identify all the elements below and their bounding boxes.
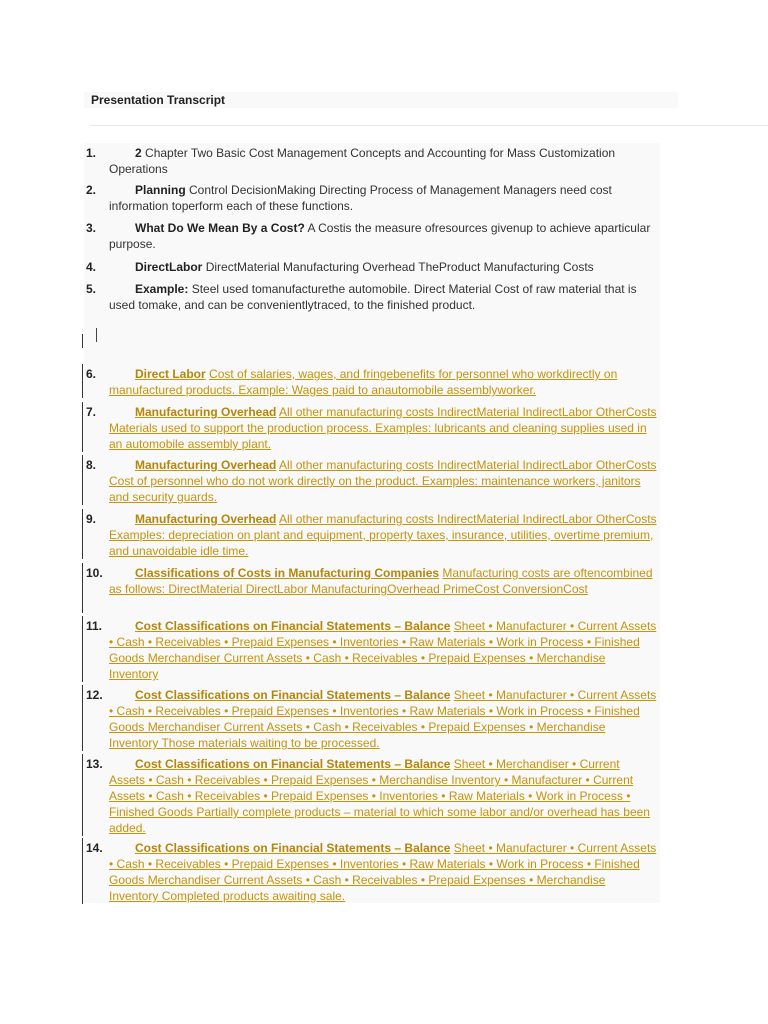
list-item bbox=[86, 220, 662, 252]
item-body: Chapter Two Basic Cost Management Concepts and Accounting for Mass Customization Operations bbox=[109, 146, 616, 176]
divider bbox=[90, 125, 768, 126]
item-number: 7. bbox=[86, 405, 97, 419]
item-body: Control DecisionMaking Directing Process of Management Managers need cost information toperform each of these functions. bbox=[109, 183, 612, 213]
list-item-link[interactable] bbox=[86, 511, 662, 559]
item-heading[interactable]: Cost Classifications on Financial Statements – Balance bbox=[135, 688, 451, 702]
list-item-link[interactable] bbox=[86, 366, 662, 398]
item-number: 12. bbox=[86, 688, 103, 702]
item-body[interactable]: Sheet • Merchandiser • Current Assets • Cash • Receivables • Prepaid Expenses • Merchandise Inventory • Manufacturer • Current Assets • Cash • Receivables • Prepaid Expenses • Inventories • Raw Materials • Work in Process • Finished Goods Partially complete products – material to which some labor and/or overhead has been added. bbox=[109, 757, 650, 835]
item-heading[interactable]: Manufacturing Overhead bbox=[135, 458, 277, 472]
change-bar bbox=[82, 838, 83, 904]
item-number: 1. bbox=[86, 146, 97, 160]
item-number: 4. bbox=[86, 260, 97, 274]
change-bar bbox=[82, 754, 83, 836]
item-number: 11. bbox=[86, 619, 103, 633]
item-heading[interactable]: Manufacturing Overhead bbox=[135, 512, 277, 526]
item-heading: Example: bbox=[135, 282, 189, 296]
list-item bbox=[86, 145, 662, 177]
list-item-link[interactable] bbox=[86, 756, 662, 836]
item-body: A Costis the measure ofresources givenup to achieve aparticular purpose. bbox=[109, 221, 651, 251]
change-bar bbox=[82, 402, 83, 452]
item-heading[interactable]: Cost Classifications on Financial Statements – Balance bbox=[135, 757, 451, 771]
item-heading[interactable]: Classifications of Costs in Manufacturing Companies bbox=[135, 566, 440, 580]
item-body: DirectMaterial Manufacturing Overhead TheProduct Manufacturing Costs bbox=[205, 260, 594, 274]
item-number: 2. bbox=[86, 183, 97, 197]
item-number: 8. bbox=[86, 458, 97, 472]
change-bar bbox=[82, 509, 83, 559]
list-item-link[interactable] bbox=[86, 404, 662, 452]
item-body[interactable]: All other manufacturing costs IndirectMaterial IndirectLabor OtherCosts Cost of personnel who do not work directly on the product. Examples: maintenance workers, janitors and security guards. bbox=[109, 458, 657, 504]
item-number: 3. bbox=[86, 221, 97, 235]
item-body[interactable]: All other manufacturing costs IndirectMaterial IndirectLabor OtherCosts Materials used to support the production process. Examples: lubricants and cleaning supplies used in an automobile assembly plant. bbox=[109, 405, 657, 451]
item-number: 9. bbox=[86, 512, 97, 526]
item-body[interactable]: Sheet • Manufacturer • Current Assets • Cash • Receivables • Prepaid Expenses • Inventories • Raw Materials • Work in Process • Finished Goods Merchandiser Current Assets • Cash • Receivables • Prepaid Expenses • Merchandise Inventory bbox=[109, 619, 657, 681]
item-number: 13. bbox=[86, 757, 103, 771]
list-item bbox=[86, 259, 662, 275]
item-number: 10. bbox=[86, 566, 103, 580]
item-body[interactable]: All other manufacturing costs IndirectMaterial IndirectLabor OtherCosts Examples: depreciation on plant and equipment, property taxes, insurance, utilities, overtime premium, and unavoidable idle time. bbox=[109, 512, 657, 558]
item-body[interactable]: Manufacturing costs are oftencombined as follows: DirectMaterial DirectLabor ManufacturingOverhead PrimeCost ConversionCost bbox=[109, 566, 653, 596]
item-heading[interactable]: Direct Labor bbox=[135, 367, 206, 381]
change-bar bbox=[82, 364, 83, 398]
item-body[interactable]: Sheet • Manufacturer • Current Assets • Cash • Receivables • Prepaid Expenses • Inventories • Raw Materials • Work in Process • Finished Goods Merchandiser Current Assets • Cash • Receivables • Prepaid Expenses • Merchandise Inventory Completed products awaiting sale. bbox=[109, 841, 657, 903]
change-bar bbox=[82, 616, 83, 682]
change-bar bbox=[82, 685, 83, 751]
item-heading: 2 bbox=[135, 146, 142, 160]
item-heading[interactable]: Manufacturing Overhead bbox=[135, 405, 277, 419]
list-item-link[interactable] bbox=[86, 687, 662, 751]
item-heading: Planning bbox=[135, 183, 186, 197]
page-title: Presentation Transcript bbox=[91, 93, 226, 107]
list-item bbox=[86, 281, 662, 313]
list-item-link[interactable] bbox=[86, 565, 662, 597]
list-item-link[interactable] bbox=[86, 618, 662, 682]
item-number: 5. bbox=[86, 282, 97, 296]
text-cursor bbox=[96, 328, 97, 342]
item-heading[interactable]: Cost Classifications on Financial Statements – Balance bbox=[135, 841, 451, 855]
item-heading: What Do We Mean By a Cost? bbox=[135, 221, 305, 235]
item-body[interactable]: Sheet • Manufacturer • Current Assets • Cash • Receivables • Prepaid Expenses • Inventories • Raw Materials • Work in Process • Finished Goods Merchandiser Current Assets • Cash • Receivables • Prepaid Expenses • Merchandise Inventory Those materials waiting to be processed. bbox=[109, 688, 657, 750]
change-bar bbox=[82, 563, 83, 613]
list-item-link[interactable] bbox=[86, 840, 662, 904]
item-body[interactable]: Cost of salaries, wages, and fringebenefits for personnel who workdirectly on manufactured products. Example: Wages paid to anautomobile assemblyworker. bbox=[109, 367, 618, 397]
list-item bbox=[86, 182, 662, 214]
list-item-link[interactable] bbox=[86, 457, 662, 505]
gap-bar bbox=[82, 334, 83, 348]
change-bar bbox=[82, 455, 83, 505]
item-body: Steel used tomanufacturethe automobile. Direct Material Cost of raw material that is used tomake, and can be convenientlytraced, to the finished product. bbox=[109, 282, 637, 312]
item-number: 14. bbox=[86, 841, 103, 855]
item-number: 6. bbox=[86, 367, 97, 381]
item-heading[interactable]: Cost Classifications on Financial Statements – Balance bbox=[135, 619, 451, 633]
item-heading: DirectLabor bbox=[135, 260, 203, 274]
